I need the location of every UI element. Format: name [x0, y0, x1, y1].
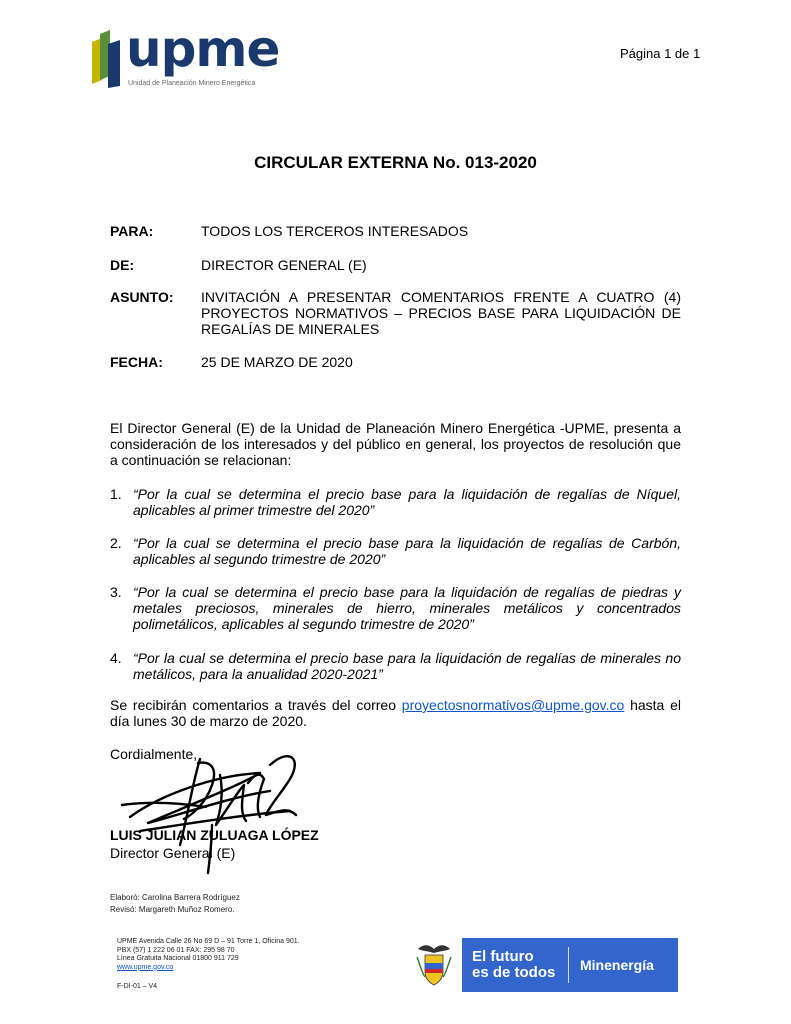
item-line: polimetálicos, aplicables al segundo trimestre de 2020” — [133, 616, 474, 632]
form-code: F-DI-01 – V4 — [117, 983, 158, 990]
field-label: FECHA: — [110, 354, 163, 370]
email-link[interactable]: proyectosnormativos@upme.gov.co — [401, 697, 625, 713]
reviewed-by: Revisó: Margareth Muñoz Romero. — [110, 905, 235, 914]
item-line: “Por la cual se determina el precio base para la liquidación de regalías de Carbón, — [133, 535, 681, 551]
field-value: 25 DE MARZO DE 2020 — [201, 354, 353, 370]
footer-phone: PBX (57) 1 222 06 01 FAX: 295 98 70 — [117, 946, 235, 954]
field-value: TODOS LOS TERCEROS INTERESADOS — [201, 223, 469, 239]
signature-icon — [120, 745, 320, 875]
colombia-coat-of-arms-icon — [414, 943, 454, 987]
document-title: CIRCULAR EXTERNA No. 013-2020 — [254, 153, 537, 172]
footer-toll-free: Línea Gratuita Nacional 01800 911 729 — [117, 955, 239, 963]
item-line: aplicables al primer trimestre del 2020” — [133, 502, 375, 518]
government-banner — [406, 938, 678, 992]
footer-address: UPME Avenida Calle 26 No 69 D – 91 Torre 1, Oficina 901. — [117, 938, 300, 945]
item-line: “Por la cual se determina el precio base para la liquidación de regalías de minerales no — [133, 650, 681, 666]
upme-logo — [88, 20, 280, 96]
field-label: ASUNTO: — [110, 289, 174, 305]
ministry-name: Minenergía — [580, 957, 654, 973]
item-line: metálicos, para la anualidad 2020-2021” — [133, 666, 383, 682]
comments-paragraph — [110, 697, 681, 729]
signer-role: Director General (E) — [110, 845, 236, 861]
item-number: 3. — [110, 584, 122, 600]
paragraph-line: consideración de los interesados y del público en general, los proyectos de resolución que — [110, 436, 681, 452]
banner-divider — [568, 947, 569, 983]
slogan-line: El futuro — [472, 948, 534, 965]
paragraph-line: Se recibirán comentarios a través del correo proyectosnormativos@upme.gov.co hasta el — [110, 697, 681, 713]
asunto-line: PROYECTOS NORMATIVOS – PRECIOS BASE PARA LIQUIDACIÓN DE — [201, 305, 681, 321]
upme-logo-mark-icon — [88, 30, 122, 88]
closing-text: Cordialmente, — [110, 746, 198, 762]
item-line: aplicables al segundo trimestre de 2020” — [133, 551, 386, 567]
asunto-line: REGALÍAS DE MINERALES — [201, 321, 380, 337]
crest-container — [406, 938, 462, 992]
footer-website-link[interactable]: www.upme.gov.co — [117, 963, 174, 971]
item-number: 2. — [110, 535, 122, 551]
field-label: DE: — [110, 257, 135, 273]
item-number: 1. — [110, 486, 122, 502]
prepared-by: Elaboró: Carolina Barrera Rodríguez — [110, 893, 240, 902]
page-number: Página 1 de 1 — [620, 46, 701, 61]
field-value-asunto — [201, 289, 681, 337]
paragraph-line: día lunes 30 de marzo de 2020. — [110, 713, 307, 729]
logo-subtitle: Unidad de Planeación Minero Energética — [128, 80, 256, 87]
paragraph-line: El Director General (E) de la Unidad de Planeación Minero Energética -UPME, presenta a — [110, 420, 681, 436]
item-line: “Por la cual se determina el precio base para la liquidación de regalías de Níquel, — [133, 486, 681, 502]
intro-paragraph — [110, 420, 681, 468]
paragraph-line: a continuación se relacionan: — [110, 452, 292, 468]
item-number: 4. — [110, 650, 122, 666]
footer-contact — [117, 938, 300, 972]
item-line: metales preciosos, minerales de hierro, minerales metálicos y concentrados — [133, 600, 681, 616]
field-label: PARA: — [110, 223, 154, 239]
slogan-line: es de todos — [472, 964, 556, 981]
field-value: DIRECTOR GENERAL (E) — [201, 257, 367, 273]
signer-name: LUIS JULIAN ZULUAGA LÓPEZ — [110, 827, 319, 843]
asunto-line: INVITACIÓN A PRESENTAR COMENTARIOS FRENTE A CUATRO (4) — [201, 289, 681, 305]
logo-wordmark: upme — [126, 20, 280, 78]
item-line: “Por la cual se determina el precio base para la liquidación de regalías de piedras y — [133, 584, 681, 600]
gov-slogan — [472, 949, 572, 981]
